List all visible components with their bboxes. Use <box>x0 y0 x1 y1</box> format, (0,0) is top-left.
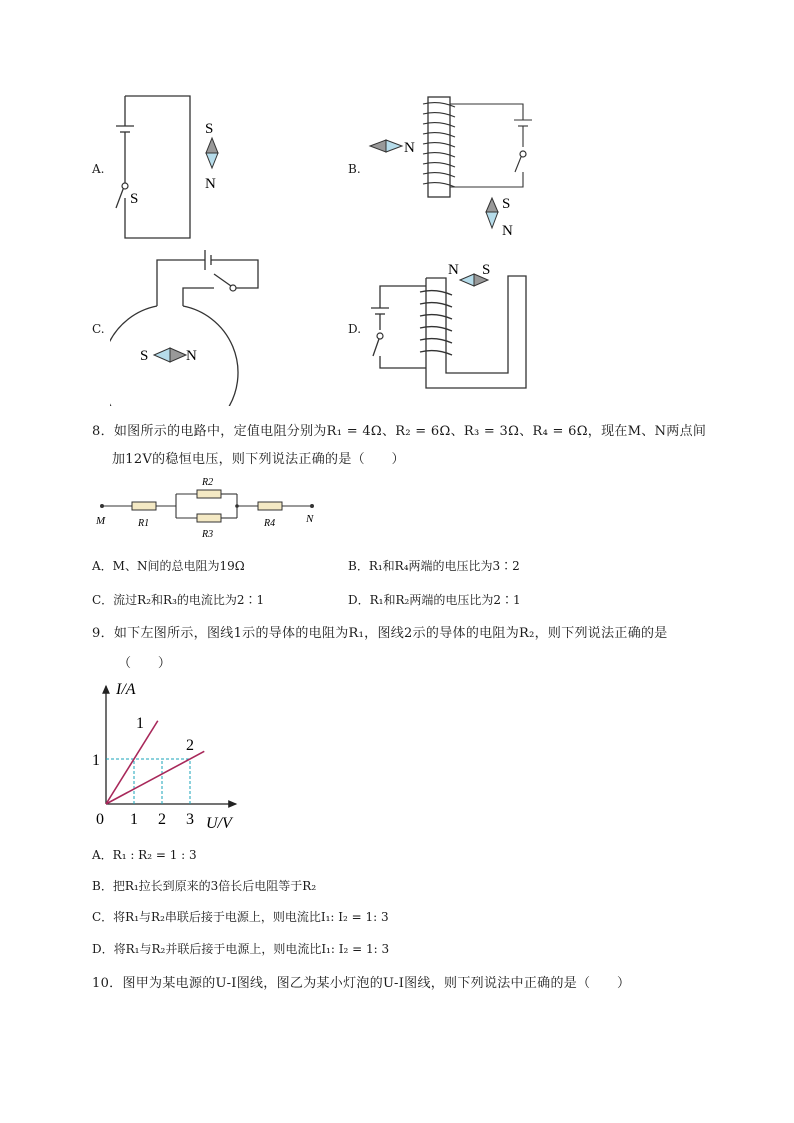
label-r1: R1 <box>138 518 150 529</box>
needle-right-pole: S <box>482 262 491 278</box>
origin-label: 0 <box>96 811 104 828</box>
q10-stem: 10．图甲为某电源的U-I图线，图乙为某小灯泡的U-I图线，则下列说法中正确的是（ ） <box>92 976 631 991</box>
x-axis-label: U/V <box>206 815 232 832</box>
series-line-1 <box>106 721 158 804</box>
switch-s-label: S <box>130 191 139 207</box>
needle-left-pole: S <box>140 348 149 364</box>
q9-option-b[interactable]: B．把R₁拉长到原来的3倍长后电阻等于R₂ <box>92 879 317 893</box>
needle-bottom-pole: N <box>205 176 216 192</box>
label-r3: R3 <box>202 529 214 540</box>
q8-option-c[interactable]: C．流过R₂和R₃的电流比为2∶1 <box>92 593 265 607</box>
y-axis-label: I/A <box>116 681 136 698</box>
q9-option-c[interactable]: C．将R₁与R₂串联后接于电源上，则电流比I₁: I₂ = 1: 3 <box>92 910 389 924</box>
resistor-r2 <box>197 490 221 498</box>
q8-option-a[interactable]: A．M、N间的总电阻为19Ω <box>92 559 245 573</box>
option-a-label: A. <box>92 162 105 176</box>
left-needle-pole: N <box>404 140 415 156</box>
needle-left-pole: N <box>448 262 459 278</box>
needle-bottom-pole: N <box>502 223 513 239</box>
x-tick-label: 1 <box>130 811 138 828</box>
label-r2: R2 <box>202 477 214 488</box>
resistor-r4 <box>258 502 282 510</box>
diagram-d <box>368 258 538 400</box>
line1-label: 1 <box>136 715 144 732</box>
x-tick-label: 2 <box>158 811 166 828</box>
needle-top-pole: S <box>205 121 214 137</box>
diagram-a <box>100 88 240 248</box>
terminal-m: M <box>96 515 106 527</box>
q9-option-a[interactable]: A．R₁ : R₂ = 1 : 3 <box>92 848 197 862</box>
option-b-label: B. <box>348 162 361 176</box>
x-tick-label: 3 <box>186 811 194 828</box>
label-r4: R4 <box>264 518 276 529</box>
diagram-b <box>368 92 548 242</box>
q8-stem-line2: 加12V的稳恒电压，则下列说法正确的是（ ） <box>112 452 405 467</box>
q9-stem-line2: （ ） <box>118 656 172 671</box>
needle-top-pole: S <box>502 196 511 212</box>
needle-right-pole: N <box>186 348 197 364</box>
line2-label: 2 <box>186 737 194 754</box>
q8-option-b[interactable]: B．R₁和R₄两端的电压比为3∶2 <box>348 559 520 573</box>
y-tick-label: 1 <box>92 752 100 769</box>
diagram-c <box>110 248 270 406</box>
option-c-label: C. <box>92 322 105 336</box>
q9-option-d[interactable]: D．将R₁与R₂并联后接于电源上，则电流比I₁: I₂ = 1: 3 <box>92 942 390 956</box>
resistor-r3 <box>197 514 221 522</box>
terminal-n: N <box>306 513 314 525</box>
option-d-label: D. <box>348 322 362 336</box>
q9-stem-line1: 9．如下左图所示，图线1示的导体的电阻为R₁，图线2示的导体的电阻为R₂，则下列说法正确的是 <box>92 626 668 641</box>
resistor-r1 <box>132 502 156 510</box>
q8-stem-line1: 8．如图所示的电路中，定值电阻分别为R₁ = 4Ω、R₂ = 6Ω、R₃ = 3Ω、R₄ = 6Ω，现在M、N两点间 <box>92 424 707 439</box>
q8-circuit <box>92 470 332 542</box>
q9-graph <box>88 672 248 832</box>
q8-option-d[interactable]: D．R₁和R₂两端的电压比为2∶1 <box>348 593 521 607</box>
